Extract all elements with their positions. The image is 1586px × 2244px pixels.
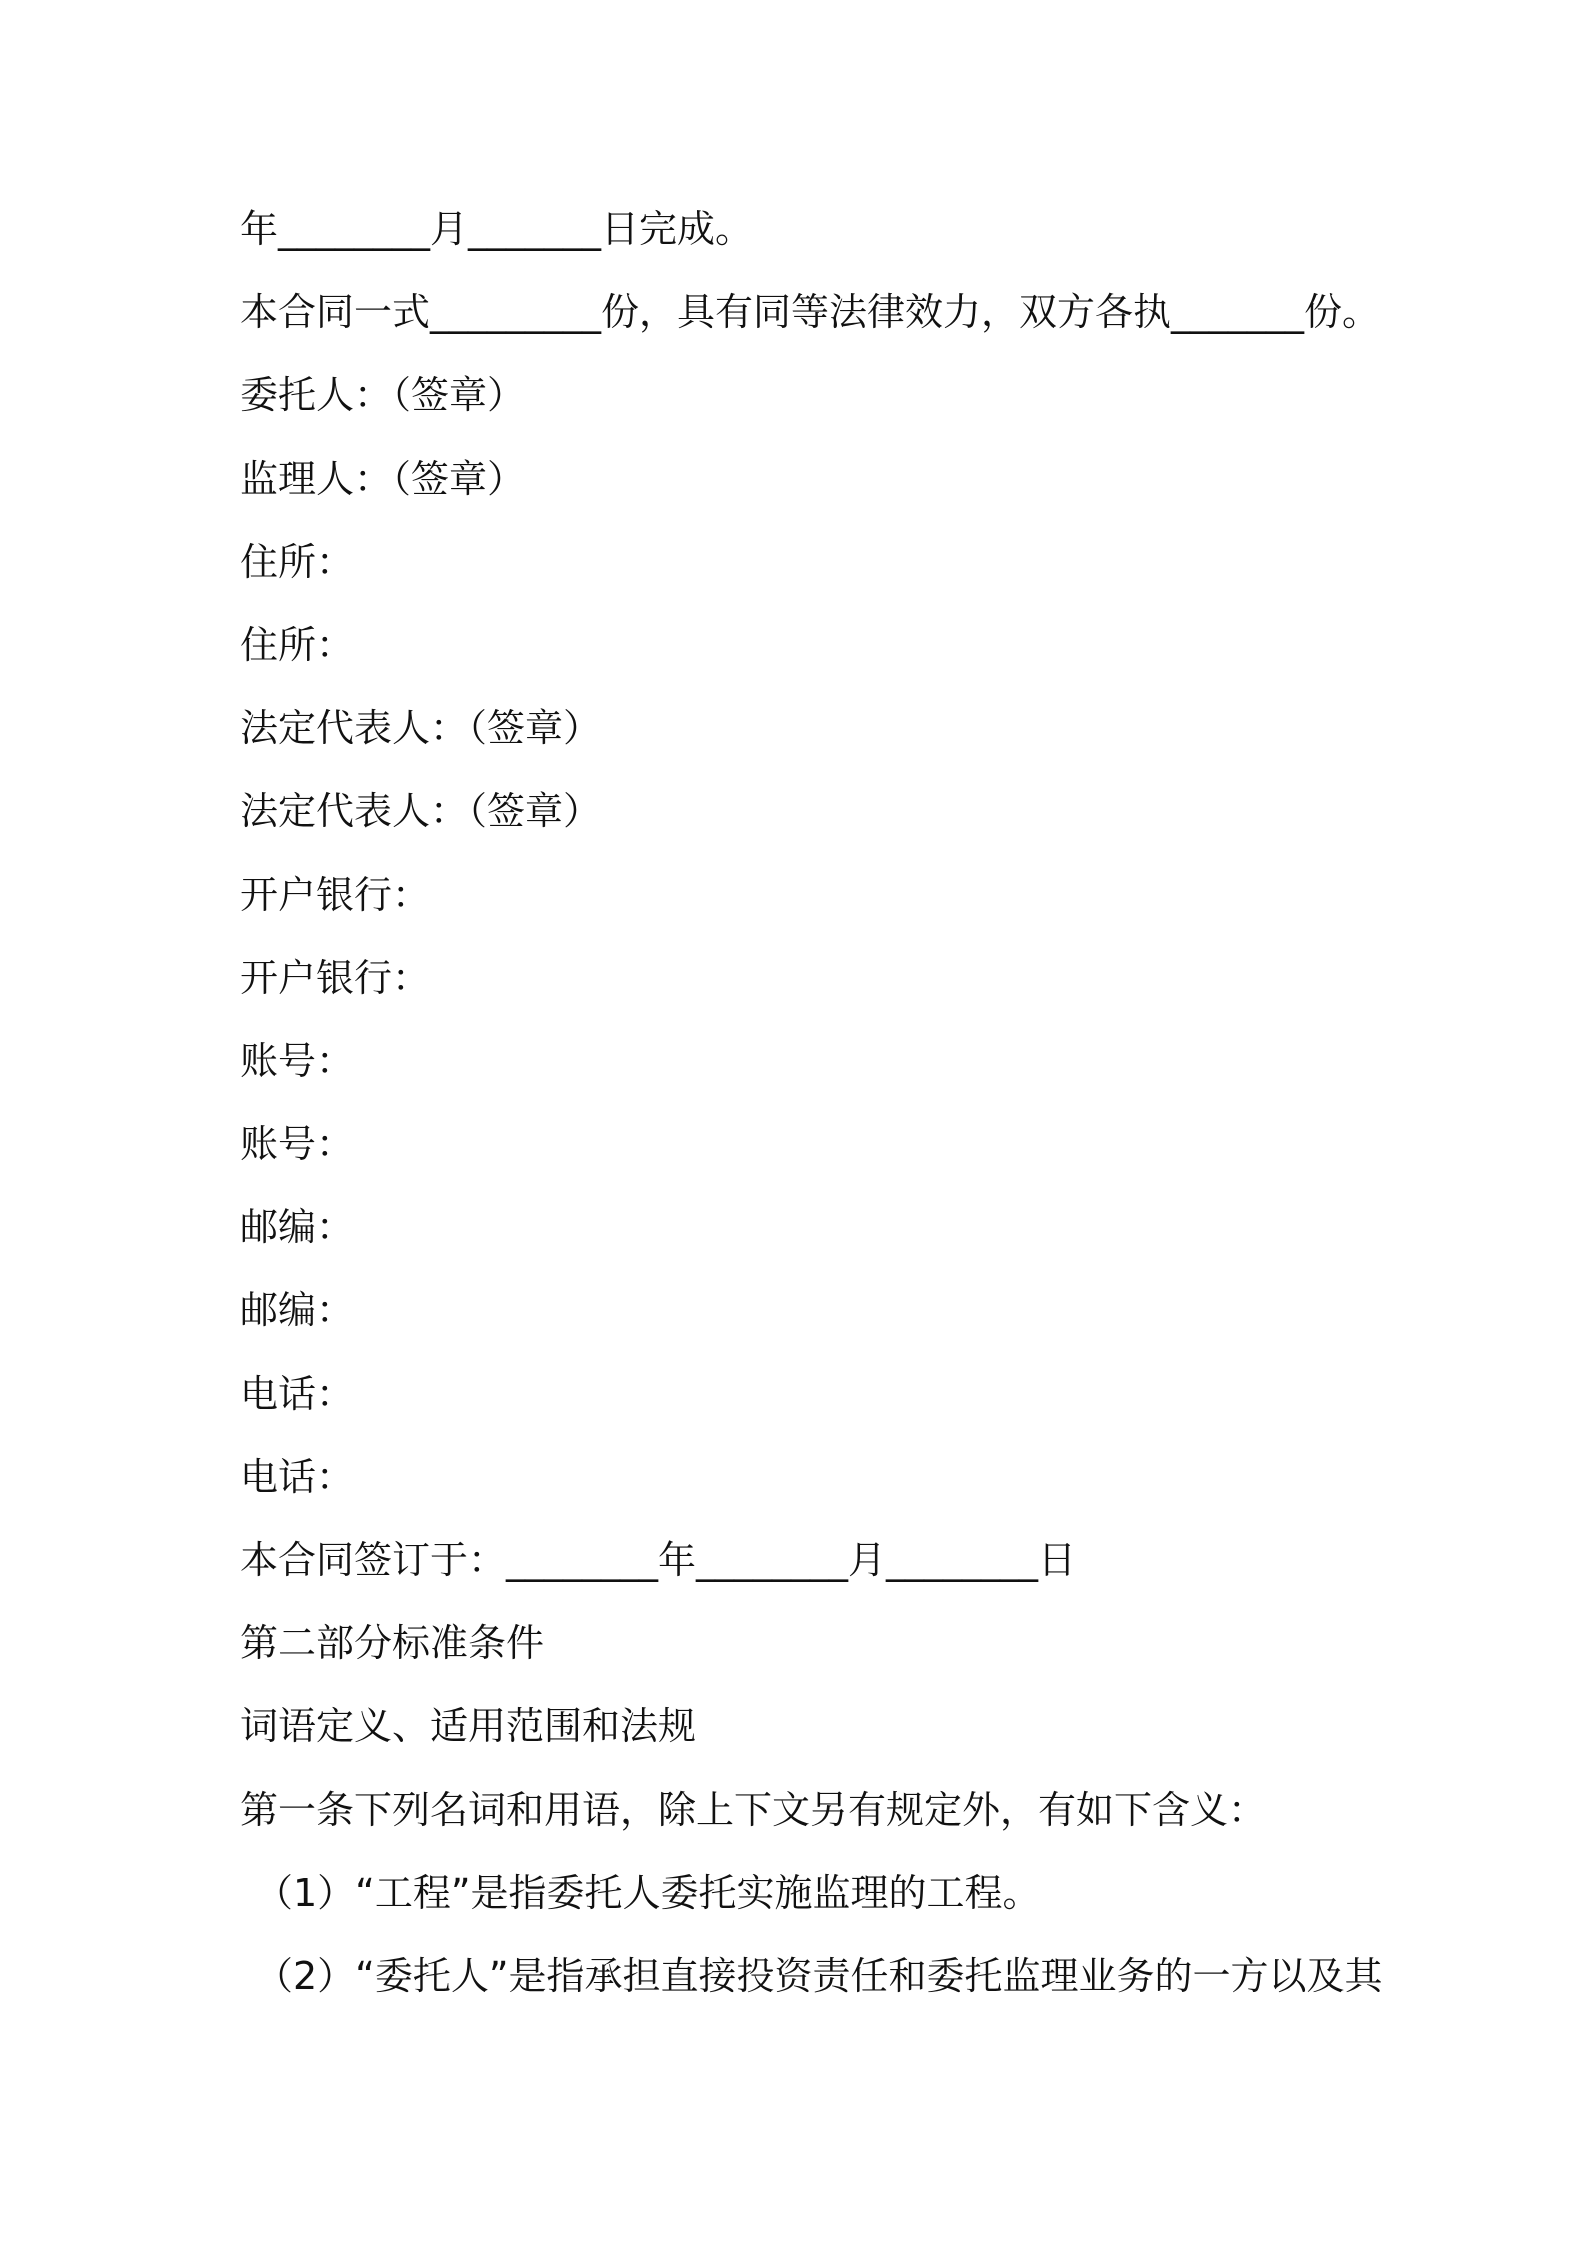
client-bank-label: 开户银行： — [240, 872, 431, 917]
definitions-heading: 词语定义、适用范围和法规 — [240, 1704, 697, 1749]
supervisor-postcode-label: 邮编： — [240, 1288, 355, 1333]
client-account-label: 账号： — [240, 1038, 355, 1083]
client-address-label: 住所： — [240, 539, 355, 584]
copies-clause: 本合同一式_________份，具有同等法律效力，双方各执_______份。 — [240, 290, 1381, 335]
supervisor-signature-label: 监理人：（签章） — [240, 456, 526, 501]
supervisor-phone-label: 电话： — [240, 1454, 355, 1499]
client-phone-label: 电话： — [240, 1371, 355, 1416]
completion-date-line: 年________月_______日完成。 — [240, 207, 754, 251]
supervisor-legal-rep-label: 法定代表人：（签章） — [240, 789, 602, 834]
client-legal-rep-label: 法定代表人：（签章） — [240, 706, 602, 751]
client-postcode-label: 邮编： — [240, 1205, 355, 1250]
article-one: 第一条下列名词和用语，除上下文另有规定外，有如下含义： — [240, 1787, 1267, 1832]
document-body — [240, 200, 1420, 2030]
supervisor-account-label: 账号： — [240, 1122, 355, 1167]
definition-item-2: （2）“委托人”是指承担直接投资责任和委托监理业务的一方以及其 — [255, 1953, 1383, 1998]
part-two-heading: 第二部分标准条件 — [240, 1621, 545, 1666]
definition-item-1: （1）“工程”是指委托人委托实施监理的工程。 — [255, 1870, 1041, 1915]
supervisor-bank-label: 开户银行： — [240, 955, 431, 1000]
signing-date-line: 本合同签订于：________年________月________日 — [240, 1538, 1077, 1582]
supervisor-address-label: 住所： — [240, 622, 355, 667]
client-signature-label: 委托人：（签章） — [240, 373, 526, 418]
